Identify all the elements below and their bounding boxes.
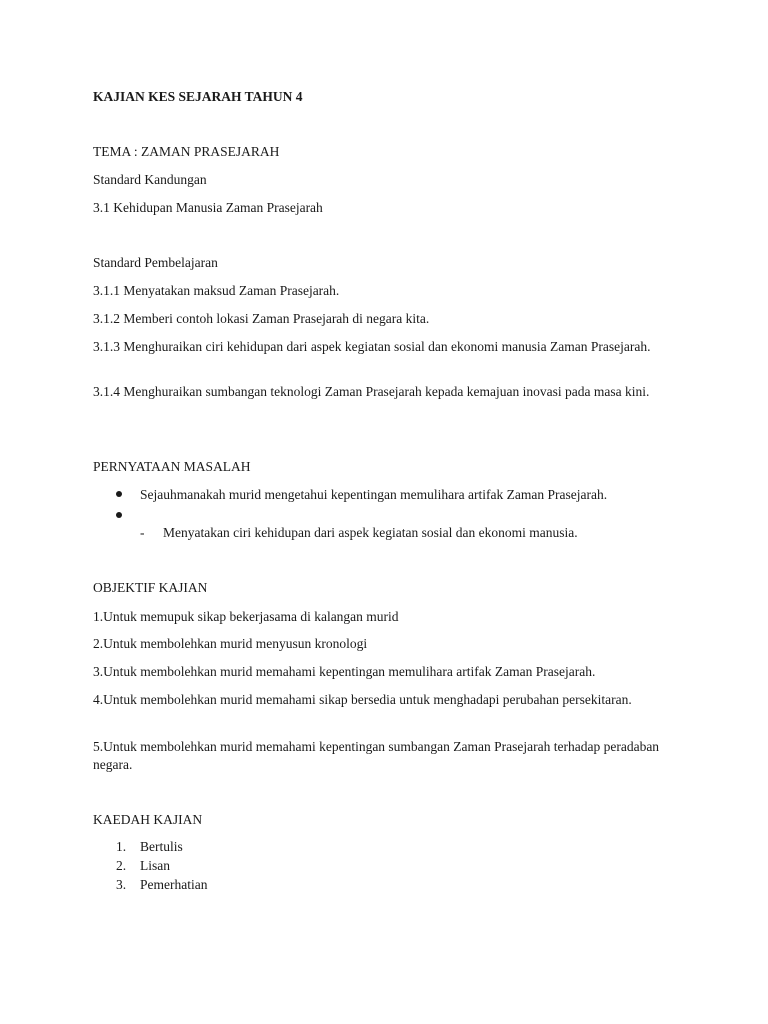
kaedah-item: Bertulis	[140, 839, 183, 854]
standard-pembelajaran-item: 3.1.2 Memberi contoh lokasi Zaman Prasejarah di negara kita.	[93, 311, 430, 326]
objektif-item: 2.Untuk membolehkan murid menyusun kronologi	[93, 636, 368, 651]
objektif-item: 3.Untuk membolehkan murid memahami kepentingan memulihara artifak Zaman Prasejarah.	[93, 664, 596, 679]
standard-pembelajaran-item: 3.1.4 Menghuraikan sumbangan teknologi Zaman Prasejarah kepada kemajuan inovasi pada masa kini.	[93, 384, 650, 399]
standard-kandungan-item: 3.1 Kehidupan Manusia Zaman Prasejarah	[93, 200, 323, 215]
document-title: KAJIAN KES SEJARAH TAHUN 4	[93, 89, 303, 104]
standard-pembelajaran-item: 3.1.3 Menghuraikan ciri kehidupan dari aspek kegiatan sosial dan ekonomi manusia Zaman Prasejarah.	[93, 339, 651, 354]
pernyataan-bullet: Sejauhmanakah murid mengetahui kepentingan memulihara artifak Zaman Prasejarah.	[140, 487, 608, 502]
tema-heading: TEMA : ZAMAN PRASEJARAH	[93, 144, 280, 159]
kaedah-item: Lisan	[140, 858, 170, 873]
list-number: 3.	[116, 877, 127, 892]
kaedah-item: Pemerhatian	[140, 877, 208, 892]
objektif-item: 1.Untuk memupuk sikap bekerjasama di kalangan murid	[93, 609, 399, 624]
standard-kandungan-heading: Standard Kandungan	[93, 172, 207, 187]
pernyataan-dash-item: Menyatakan ciri kehidupan dari aspek kegiatan sosial dan ekonomi manusia.	[163, 525, 578, 540]
objektif-kajian-heading: OBJEKTIF KAJIAN	[93, 580, 208, 595]
objektif-item: 4.Untuk membolehkan murid memahami sikap bersedia untuk menghadapi perubahan persekitaran.	[93, 692, 632, 707]
bullet-icon	[116, 512, 122, 518]
kaedah-kajian-heading: KAEDAH KAJIAN	[93, 812, 203, 827]
objektif-item: 5.Untuk membolehkan murid memahami kepentingan sumbangan Zaman Prasejarah terhadap peradaban negara.	[93, 739, 660, 772]
list-number: 1.	[116, 839, 127, 854]
bullet-icon	[116, 491, 122, 497]
list-number: 2.	[116, 858, 127, 873]
pernyataan-masalah-heading: PERNYATAAN MASALAH	[93, 459, 251, 474]
dash-marker: -	[140, 525, 145, 540]
standard-pembelajaran-item: 3.1.1 Menyatakan maksud Zaman Prasejarah.	[93, 283, 340, 298]
standard-pembelajaran-heading: Standard Pembelajaran	[93, 255, 218, 270]
